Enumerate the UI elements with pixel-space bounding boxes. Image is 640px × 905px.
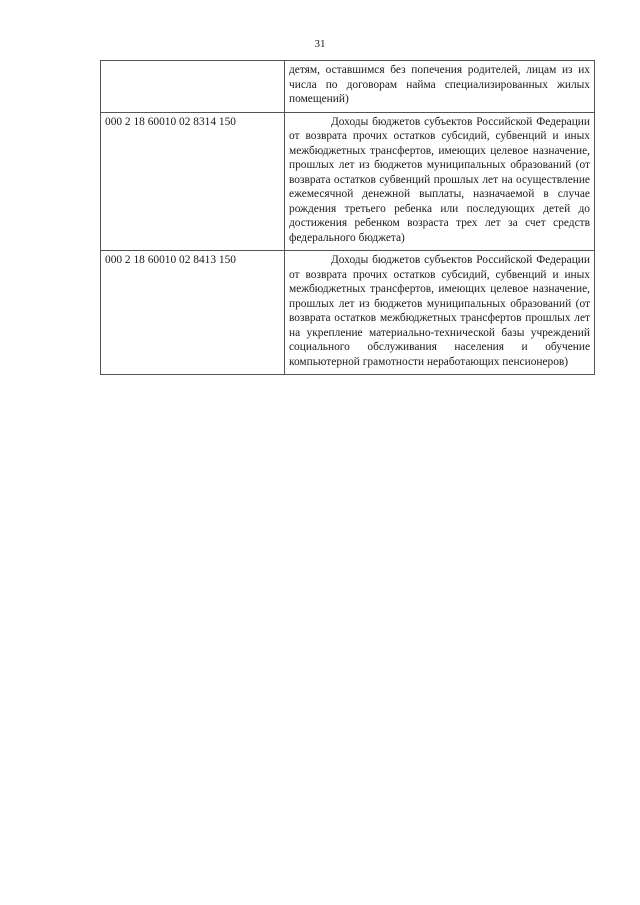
description-cell: Доходы бюджетов субъектов Российской Федерации от возврата прочих остатков субсидий, субвенций и иных межбюджетных трансфертов, имеющих целевое назначение, прошлых лет из бюджетов муниципальных образований (от возврата остатков субвенций прошлых лет на осуществление ежемесячной денежной выплаты, назначаемой в случае рождения третьего ребенка или последующих детей до достижения ребенком возраста трех лет за счет средств федерального бюджета) [285,112,595,251]
budget-classification-table [100,60,595,375]
table-row [101,112,595,251]
code-cell [101,61,285,113]
description-cell: Доходы бюджетов субъектов Российской Федерации от возврата прочих остатков субсидий, субвенций и иных межбюджетных трансфертов, имеющих целевое назначение, прошлых лет из бюджетов муниципальных образований (от возврата остатков межбюджетных трансфертов прошлых лет на укрепление материально-технической базы учреждений социального обслуживания населения и обучение компьютерной грамотности неработающих пенсионеров) [285,251,595,375]
code-cell: 000 2 18 60010 02 8413 150 [101,251,285,375]
table-row [101,251,595,375]
code-cell: 000 2 18 60010 02 8314 150 [101,112,285,251]
table-row [101,61,595,113]
description-cell: детям, оставшимся без попечения родителей, лицам из их числа по договорам найма специализированных жилых помещений) [285,61,595,113]
page-number: 31 [314,38,326,50]
